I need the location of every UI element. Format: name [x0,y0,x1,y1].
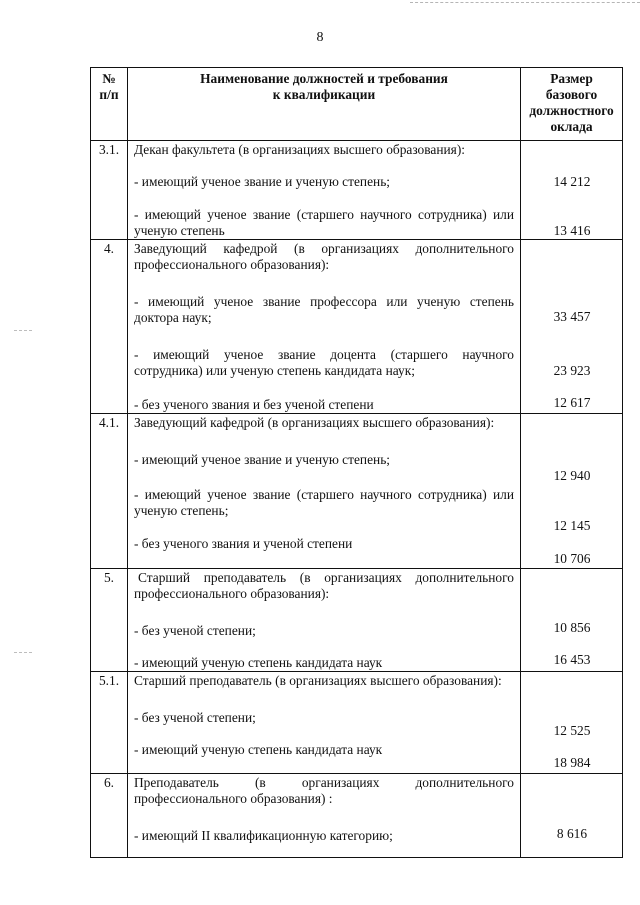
requirement-text: - имеющий ученое звание и ученую степень; [134,174,391,189]
table-row [91,414,623,569]
salary-value: 12 940 [553,468,591,483]
requirement-text: - имеющий ученую степень кандидата наук [134,742,383,757]
position-title: Старший преподаватель (в организациях дополнительного профессионального образования): [134,570,514,601]
salary-value: 14 212 [553,174,591,189]
row-number: 4.1. [91,414,128,569]
table-row [91,672,623,774]
salary-value: 13 416 [553,223,591,238]
scan-top-rule [410,2,640,3]
salary-value: 18 984 [553,755,591,770]
header-number: № п/п [91,68,128,141]
requirement-text: - без ученой степени; [134,623,256,638]
position-cell [128,240,521,414]
salary-cell [521,414,623,569]
table-row [91,569,623,672]
table-row [91,240,623,414]
table-row [91,774,623,858]
salary-cell [521,774,623,858]
position-title: Декан факультета (в организациях высшего образования): [134,142,466,157]
salary-cell [521,240,623,414]
requirement-text: - имеющий ученое звание и ученую степень; [134,452,391,467]
table-header-row [91,68,623,141]
salary-value: 12 525 [553,723,591,738]
requirement-text: - имеющий ученое звание (старшего научного сотрудника) или ученую степень [134,207,514,238]
requirement-text: - без ученого звания и ученой степени [134,536,353,551]
requirement-text: - имеющий II квалификационную категорию; [134,828,393,843]
requirement-text: - имеющий ученое звание профессора или ученую степень доктора наук; [134,294,514,325]
row-number: 4. [91,240,128,414]
row-number: 5.1. [91,672,128,774]
header-base-salary: Размер базового должностного оклада [521,68,623,141]
requirement-text: - имеющий ученое звание (старшего научного сотрудника) или ученую степень; [134,487,514,518]
scan-margin-mark [14,330,32,331]
salary-value: 12 145 [553,518,591,533]
position-cell [128,672,521,774]
salary-value: 10 856 [553,620,591,635]
salary-cell [521,141,623,240]
position-title: Преподаватель (в организациях дополнительного профессионального образования) : [134,775,514,806]
position-title: Заведующий кафедрой (в организациях дополнительного профессионального образования): [134,241,514,272]
position-title: Заведующий кафедрой (в организациях высшего образования): [134,415,495,430]
salary-value: 8 616 [556,826,588,841]
requirement-text: - без ученого звания и без ученой степени [134,397,374,412]
position-title: Старший преподаватель (в организациях высшего образования): [134,673,502,688]
header-position-name: Наименование должностей и требования к квалификации [128,68,521,141]
row-number: 6. [91,774,128,858]
salary-value: 16 453 [553,652,591,667]
requirement-text: - без ученой степени; [134,710,256,725]
position-cell [128,141,521,240]
position-cell [128,414,521,569]
salary-value: 33 457 [553,309,591,324]
requirement-text: - имеющий ученое звание доцента (старшего научного сотрудника) или ученую степень кандидата наук; [134,347,514,378]
salary-value: 10 706 [553,551,591,566]
position-cell [128,569,521,672]
salary-value: 23 923 [553,363,591,378]
position-cell [128,774,521,858]
row-number: 3.1. [91,141,128,240]
page-number: 8 [316,30,324,45]
scan-margin-mark [14,652,32,653]
requirement-text: - имеющий ученую степень кандидата наук [134,655,383,670]
salary-table [90,67,623,858]
salary-value: 12 617 [553,395,591,410]
table-row [91,141,623,240]
row-number: 5. [91,569,128,672]
salary-cell [521,569,623,672]
salary-cell [521,672,623,774]
